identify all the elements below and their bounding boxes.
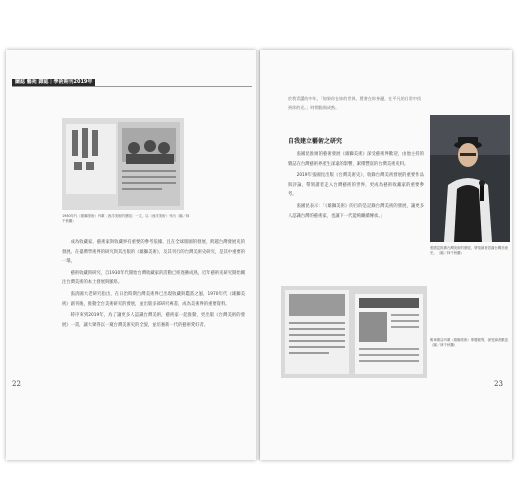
pull-quote: 於我青澀的中年，「如果你在妳的世界，將會在妳身邊，在平凡的日常中找到你的光。」時間點與成熟。 bbox=[288, 96, 422, 110]
portrait-photo bbox=[430, 115, 510, 242]
clipping-caption: 報章雜誌刊載《雄獅美術》專題報導，深受讀者歡迎（圖／林千秋攝） bbox=[430, 338, 508, 347]
magazine-clipping-photo bbox=[62, 118, 184, 210]
paragraph: 藝術收藏與研究，自1930年代開始台灣收藏家的活動已經逐漸成熟，近年藝術史研究開始關注台灣美術的本土發展與脈絡。 bbox=[62, 270, 245, 286]
paragraph: 張國昆推廣的藝術發展《雄獅美術》深受藝術界歡迎，由他主持的雜誌在台灣藝術界產生深遠的影響，累積豐富的台灣美術史料。 bbox=[288, 152, 424, 167]
section-title: 自我建立藝術之研究 bbox=[288, 138, 343, 145]
newspaper-clipping-photo bbox=[281, 286, 427, 378]
portrait-caption: 張國昆推廣台灣美術的發展，帶領讀者認識台灣美術史。（圖／林千秋攝） bbox=[430, 246, 508, 255]
paragraph: 2019年張國昆出版《台灣美術史》，收錄台灣美術發展的重要作品與評論，帶領讀者走入台灣藝術的世界，更成為藝術收藏家的重要參考。 bbox=[288, 173, 424, 198]
paragraph: 成為收藏家，藝術家與收藏界有重要的參考依據，且在全球版圖的發展，跨越台灣發展史的發展。在臺灣學術界的研究與其出版的《雄獅美術》，及其刊行的台灣美術史研究，是其中重要的一環。 bbox=[62, 240, 245, 265]
right-body-text bbox=[288, 150, 424, 223]
header-rule bbox=[12, 86, 252, 87]
paragraph: 時序來到2019年，為了讓更多人認識台灣美術，藝術家一起推動，更出版《台灣美術的發展》一書，讓大眾得以一窺台灣美術史的全貌，並培養新一代的藝術愛好者。 bbox=[62, 313, 245, 328]
paragraph: 張國昆表示：「《雄獅美術》的目的是記錄台灣美術的發展，讓更多人認識台灣的藝術家，也讓下一代能夠繼續傳承。」 bbox=[288, 203, 424, 219]
photo-caption: 1980年代《雄獅美術》刊載〈西洋美術的發展〉一文，以《西洋美術》刊出（圖／林千秋攝） bbox=[62, 214, 190, 223]
page-number-right: 23 bbox=[494, 380, 503, 388]
paragraph: 張清國大老研究指出，在日治時期台灣美術界已出現收藏與鑑賞之風，1970年代《雄獅美術》創刊後，推動全台美術研究的發展，並出版多部研究專書，成為美術界的重要資料。 bbox=[62, 291, 245, 307]
running-header: 圖誌 藝苑 雜誌｜學術期刊2019年 bbox=[12, 79, 95, 86]
left-body-text bbox=[62, 238, 245, 332]
page-number-left: 22 bbox=[12, 380, 21, 388]
